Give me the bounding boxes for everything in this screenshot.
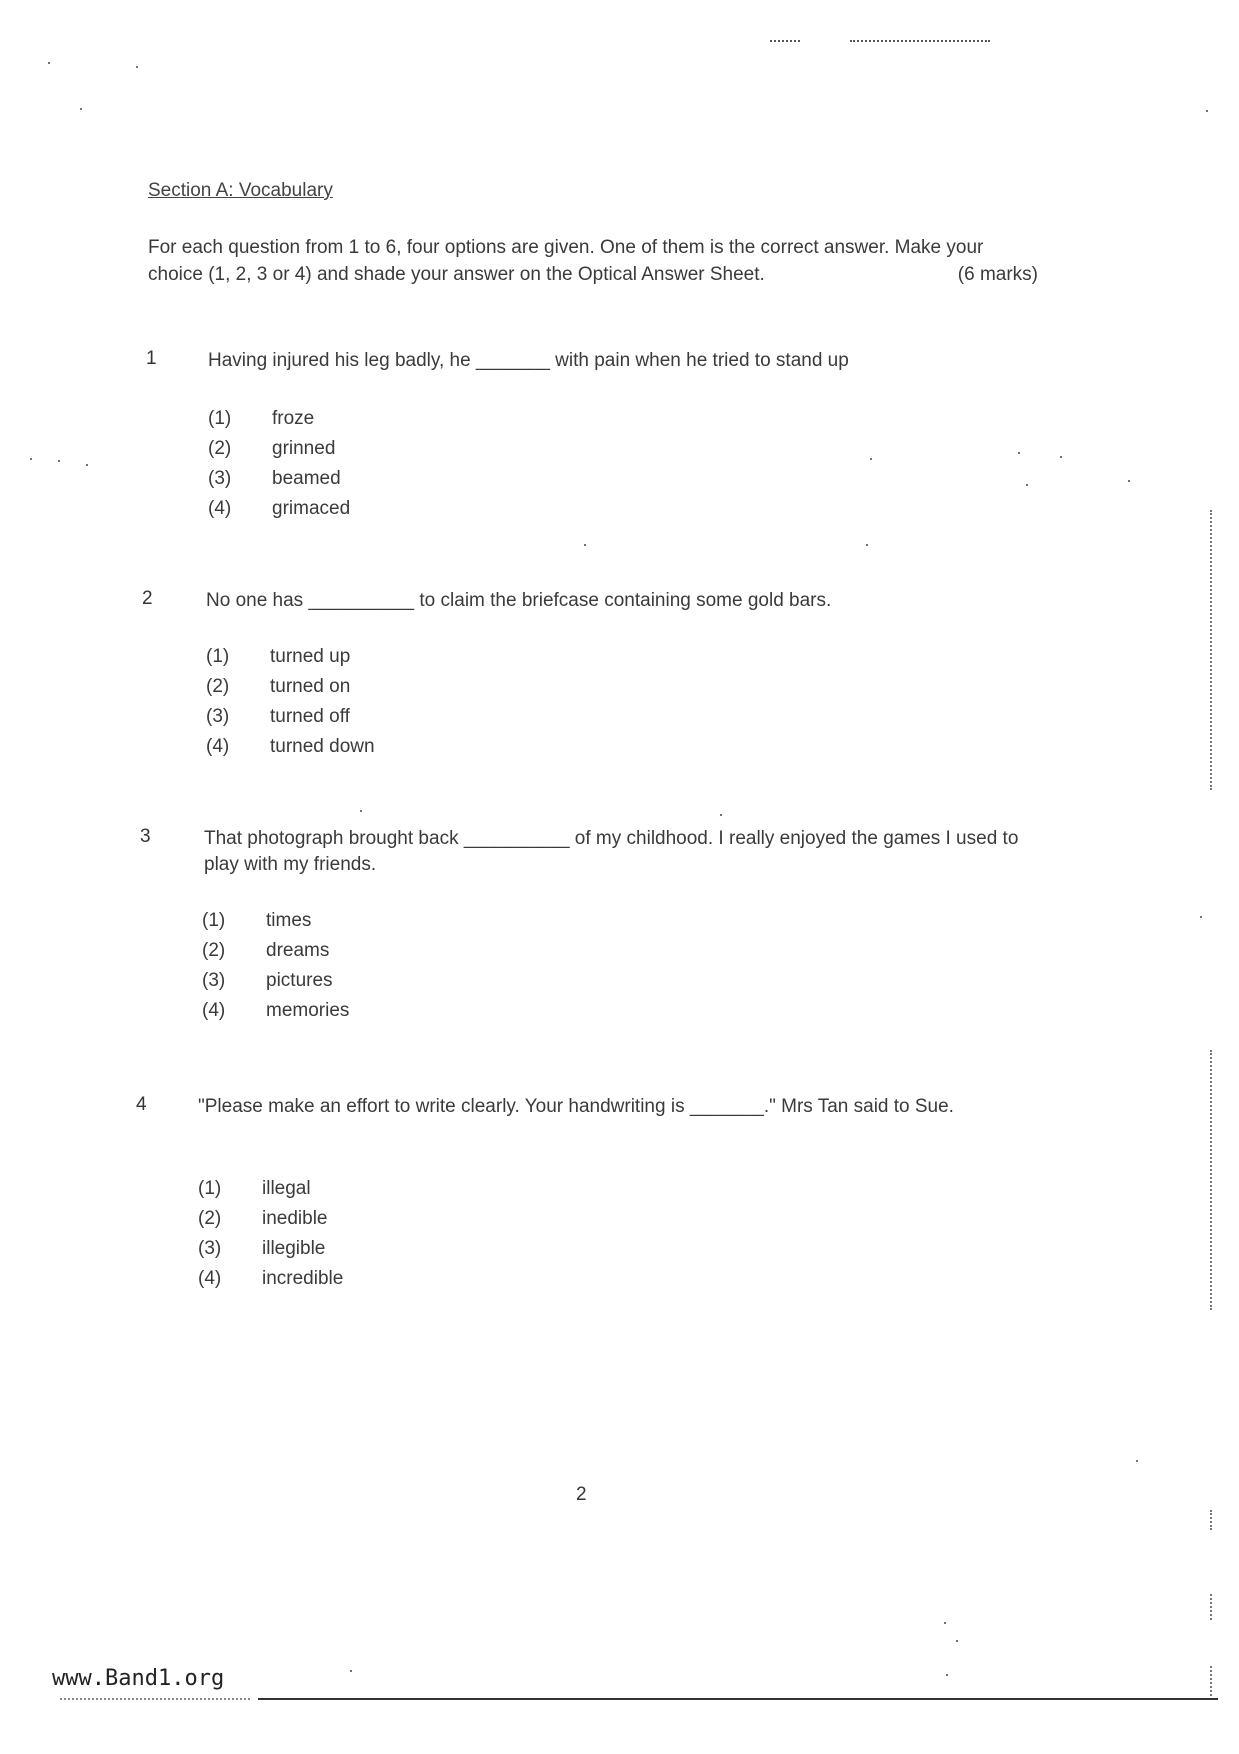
question-stem: Having injured his leg badly, he _______ with pain when he tried to stand up: [208, 350, 849, 371]
option-4[interactable]: [206, 732, 375, 762]
option-number: (1): [202, 910, 226, 931]
option-2[interactable]: [202, 936, 349, 966]
scan-speck: [946, 1674, 948, 1676]
option-number: (2): [202, 940, 226, 961]
scan-speck: [30, 458, 32, 460]
question-stem: No one has __________ to claim the briefcase containing some gold bars.: [206, 590, 832, 611]
option-text: grimaced: [272, 498, 351, 519]
footer-url[interactable]: www.Band1.org: [52, 1666, 225, 1691]
option-1[interactable]: [206, 642, 375, 672]
option-2[interactable]: [198, 1204, 343, 1234]
options-list: [198, 1174, 343, 1294]
option-1[interactable]: [208, 404, 350, 434]
instructions: [148, 234, 1038, 288]
scan-speck: [944, 1622, 946, 1624]
options-list: [202, 906, 349, 1026]
scan-speck: [360, 810, 362, 812]
option-number: (3): [208, 468, 232, 489]
scan-speck: [1018, 452, 1020, 454]
option-number: (2): [208, 438, 232, 459]
option-text: memories: [266, 1000, 350, 1021]
scan-edge-dots: [1210, 1510, 1212, 1530]
footer-rule: [258, 1698, 1218, 1700]
option-text: illegible: [262, 1238, 326, 1259]
scan-speck: [58, 460, 60, 462]
question-number: 3: [140, 826, 151, 847]
option-text: pictures: [266, 970, 333, 991]
option-3[interactable]: [206, 702, 375, 732]
scan-speck: [350, 1670, 352, 1672]
option-text: turned down: [270, 736, 375, 757]
option-3[interactable]: [202, 966, 349, 996]
instructions-text: For each question from 1 to 6, four options are given. One of them is the correct answer. Make your choice (1, 2, 3 or 4) and shade your answer on the Optical Answer Sheet.: [148, 237, 984, 285]
scan-speck: [720, 814, 722, 816]
option-2[interactable]: [208, 434, 350, 464]
scan-speck: [866, 544, 868, 546]
option-number: (2): [198, 1208, 222, 1229]
scan-edge-dots: [1210, 510, 1212, 790]
question-stem: That photograph brought back __________ of my childhood. I really enjoyed the games I used to play with my friends.: [204, 828, 1019, 875]
option-text: dreams: [266, 940, 330, 961]
option-text: turned on: [270, 676, 351, 697]
scan-speck: [584, 544, 586, 546]
question-number: 4: [136, 1094, 147, 1115]
scan-speck: [870, 458, 872, 460]
scan-artifact: [850, 40, 990, 44]
page-number: 2: [576, 1484, 587, 1505]
option-1[interactable]: [198, 1174, 343, 1204]
option-1[interactable]: [202, 906, 349, 936]
scan-speck: [1128, 480, 1130, 482]
option-text: incredible: [262, 1268, 344, 1289]
option-3[interactable]: [198, 1234, 343, 1264]
option-3[interactable]: [208, 464, 350, 494]
scan-speck: [48, 62, 50, 64]
scan-speck: [80, 108, 82, 110]
scan-speck: [86, 464, 88, 466]
scan-speck: [1060, 456, 1062, 458]
scan-speck: [956, 1640, 958, 1642]
options-list: [208, 404, 350, 524]
scan-artifact: [770, 40, 800, 44]
question-number: 2: [142, 588, 153, 609]
option-text: times: [266, 910, 312, 931]
option-4[interactable]: [198, 1264, 343, 1294]
option-text: turned up: [270, 646, 351, 667]
scan-edge-dots: [1210, 1594, 1212, 1620]
option-number: (1): [206, 646, 230, 667]
scan-speck: [1200, 916, 1202, 918]
option-number: (3): [198, 1238, 222, 1259]
scan-edge-dots: [1210, 1050, 1212, 1310]
option-text: grinned: [272, 438, 336, 459]
option-text: illegal: [262, 1178, 311, 1199]
option-number: (4): [208, 498, 232, 519]
scan-speck: [136, 66, 138, 68]
option-4[interactable]: [202, 996, 349, 1026]
footer-rule-dotted: [60, 1698, 250, 1700]
section-title: Section A: Vocabulary: [148, 180, 333, 201]
option-number: (4): [202, 1000, 226, 1021]
option-number: (2): [206, 676, 230, 697]
option-number: (4): [198, 1268, 222, 1289]
scan-speck: [1136, 1460, 1138, 1462]
question-number: 1: [146, 348, 157, 369]
option-number: (3): [206, 706, 230, 727]
option-2[interactable]: [206, 672, 375, 702]
scan-edge-dots: [1210, 1666, 1212, 1696]
scan-speck: [1026, 484, 1028, 486]
option-text: inedible: [262, 1208, 328, 1229]
option-number: (3): [202, 970, 226, 991]
option-number: (1): [208, 408, 232, 429]
scan-speck: [1206, 110, 1208, 112]
option-text: beamed: [272, 468, 341, 489]
option-text: turned off: [270, 706, 350, 727]
question-stem: "Please make an effort to write clearly. Your handwriting is _______." Mrs Tan said to Sue.: [198, 1096, 954, 1117]
option-text: froze: [272, 408, 315, 429]
option-4[interactable]: [208, 494, 350, 524]
option-number: (4): [206, 736, 230, 757]
options-list: [206, 642, 375, 762]
option-number: (1): [198, 1178, 222, 1199]
marks-label: (6 marks): [957, 264, 1038, 285]
